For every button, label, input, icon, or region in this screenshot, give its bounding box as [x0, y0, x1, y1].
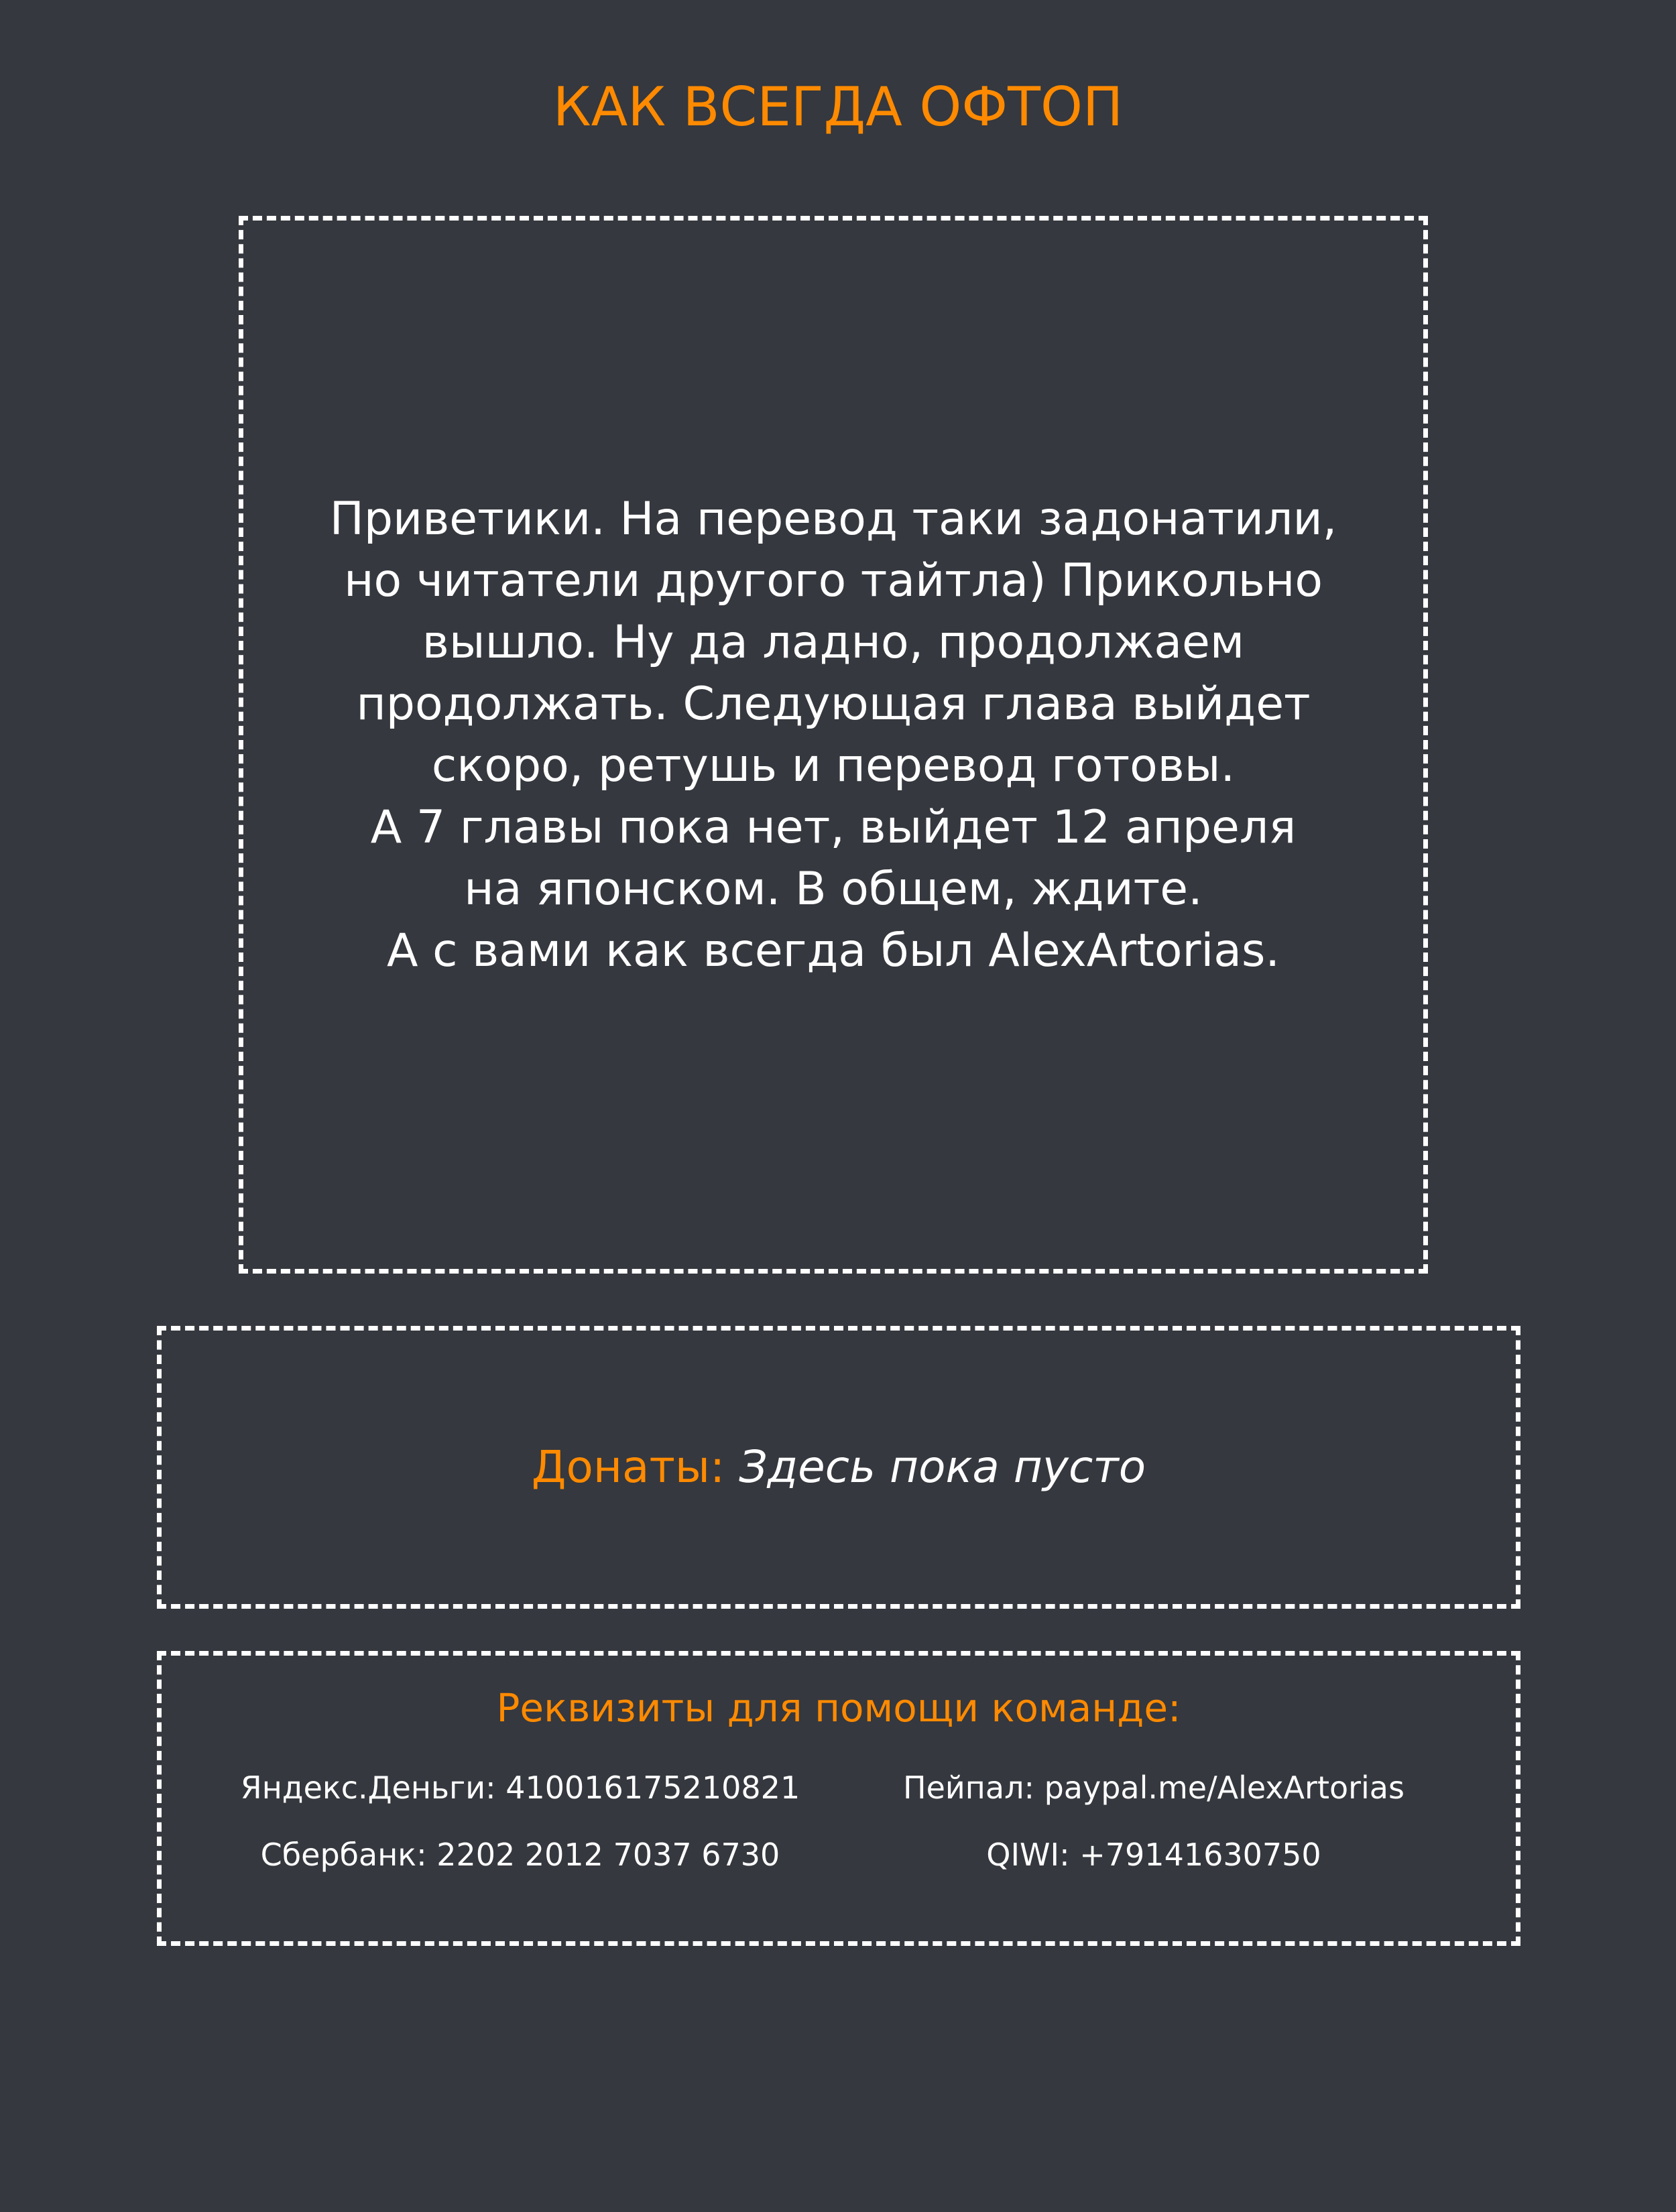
message-line: Приветики. На перевод таки задонатили, — [329, 493, 1337, 546]
message-line: продолжать. Следующая глава выйдет — [356, 678, 1311, 731]
page-title: КАК ВСЕГДА ОФТОП — [552, 76, 1124, 138]
message-line: скоро, ретушь и перевод готовы. — [431, 739, 1236, 792]
donations-value: Здесь пока пусто — [739, 1441, 1146, 1493]
message-line: А 7 главы пока нет, выйдет 12 апреля — [370, 801, 1297, 854]
sberbank-requisite: Сбербанк: 2202 2012 7037 6730 — [260, 1837, 780, 1873]
message-line: но читатели другого тайтла) Прикольно — [344, 554, 1323, 607]
message-line: на японском. В общем, ждите. — [464, 863, 1203, 916]
donations-label: Донаты: — [531, 1441, 725, 1493]
requisites-panel — [157, 1651, 1520, 1946]
qiwi-requisite: QIWI: +79141630750 — [986, 1837, 1321, 1873]
yandex-money-requisite: Яндекс.Деньги: 410016175210821 — [240, 1770, 800, 1806]
paypal-requisite: Пейпал: paypal.me/AlexArtorias — [903, 1770, 1404, 1806]
message-text — [277, 489, 1390, 982]
message-panel — [239, 216, 1428, 1274]
donations-line — [532, 1440, 1146, 1494]
message-line: вышло. Ну да ладно, продолжаем — [422, 616, 1245, 669]
message-line: А с вами как всегда был AlexArtorias. — [386, 924, 1280, 977]
donations-panel — [157, 1326, 1520, 1609]
requisites-title: Реквизиты для помощи команде: — [496, 1685, 1181, 1731]
